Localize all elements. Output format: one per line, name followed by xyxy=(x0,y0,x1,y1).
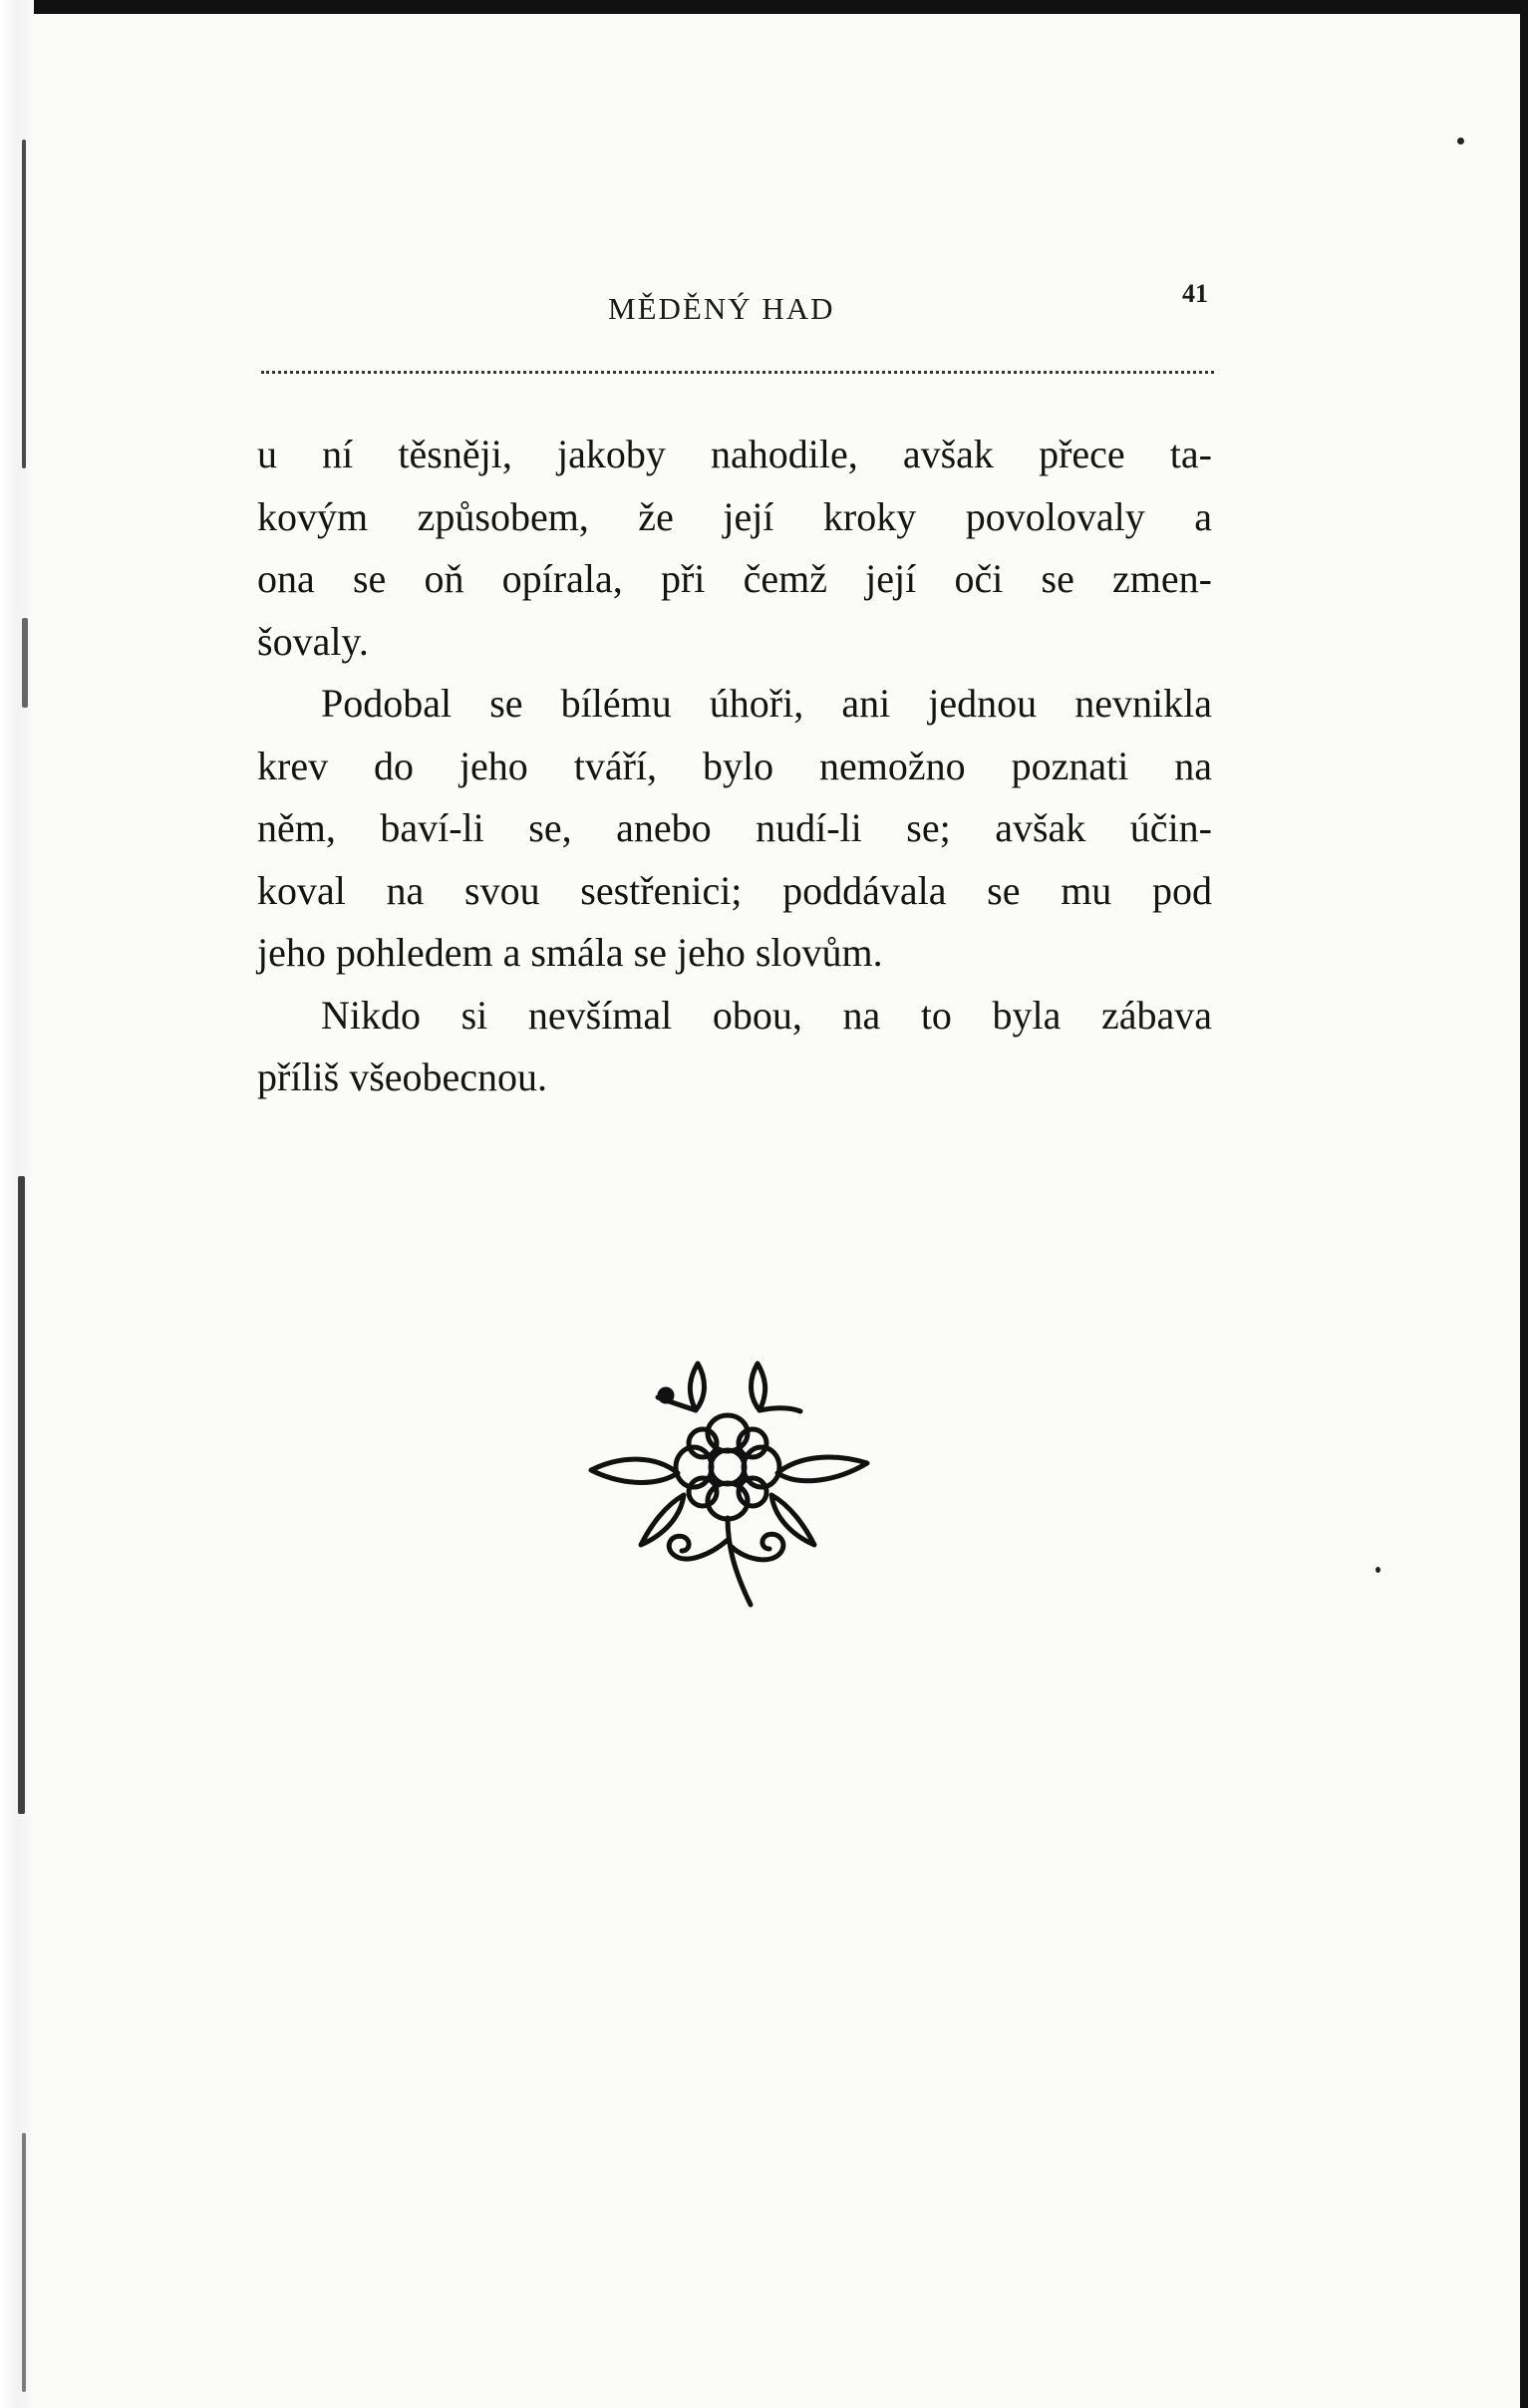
paragraph-2 xyxy=(257,673,1212,985)
scan-speck xyxy=(1457,138,1464,145)
text-line: ona se oň opírala, při čemž její oči se zmen- xyxy=(257,556,1212,601)
text-line: u ní těsněji, jakoby nahodile, avšak přece ta- xyxy=(257,432,1212,476)
text-line: koval na svou sestřenici; poddávala se mu pod xyxy=(257,867,1212,913)
scan-right-edge xyxy=(1520,0,1528,2408)
text-line: Nikdo si nevšímal obou, na to byla zábava xyxy=(321,992,1212,1038)
page-binding-edge xyxy=(0,0,34,2408)
header-dotted-rule xyxy=(261,371,1214,374)
body-text xyxy=(257,424,1212,1109)
text-line: krev do jeho tváří, bylo nemožno poznati na xyxy=(257,743,1212,788)
text-line: jeho pohledem a smála se jeho slovům. xyxy=(257,930,883,975)
text-line: šovaly. xyxy=(257,618,369,664)
floral-ornament-icon xyxy=(586,1355,870,1611)
text-line: něm, baví-li se, anebo nudí-li se; avšak účin- xyxy=(257,805,1212,850)
text-line: kovým způsobem, že její kroky povolovaly a xyxy=(257,493,1212,539)
running-title: MĚDĚNÝ HAD xyxy=(608,291,835,326)
scan-top-edge xyxy=(0,0,1528,14)
text-line: Podobal se bílému úhoři, ani jednou nevnikla xyxy=(321,681,1212,726)
paragraph-3 xyxy=(257,985,1212,1109)
paragraph-1 xyxy=(257,424,1212,673)
page-number: 41 xyxy=(1182,279,1208,308)
text-line: příliš všeobecnou. xyxy=(257,1054,548,1099)
scan-speck xyxy=(1375,1567,1380,1573)
